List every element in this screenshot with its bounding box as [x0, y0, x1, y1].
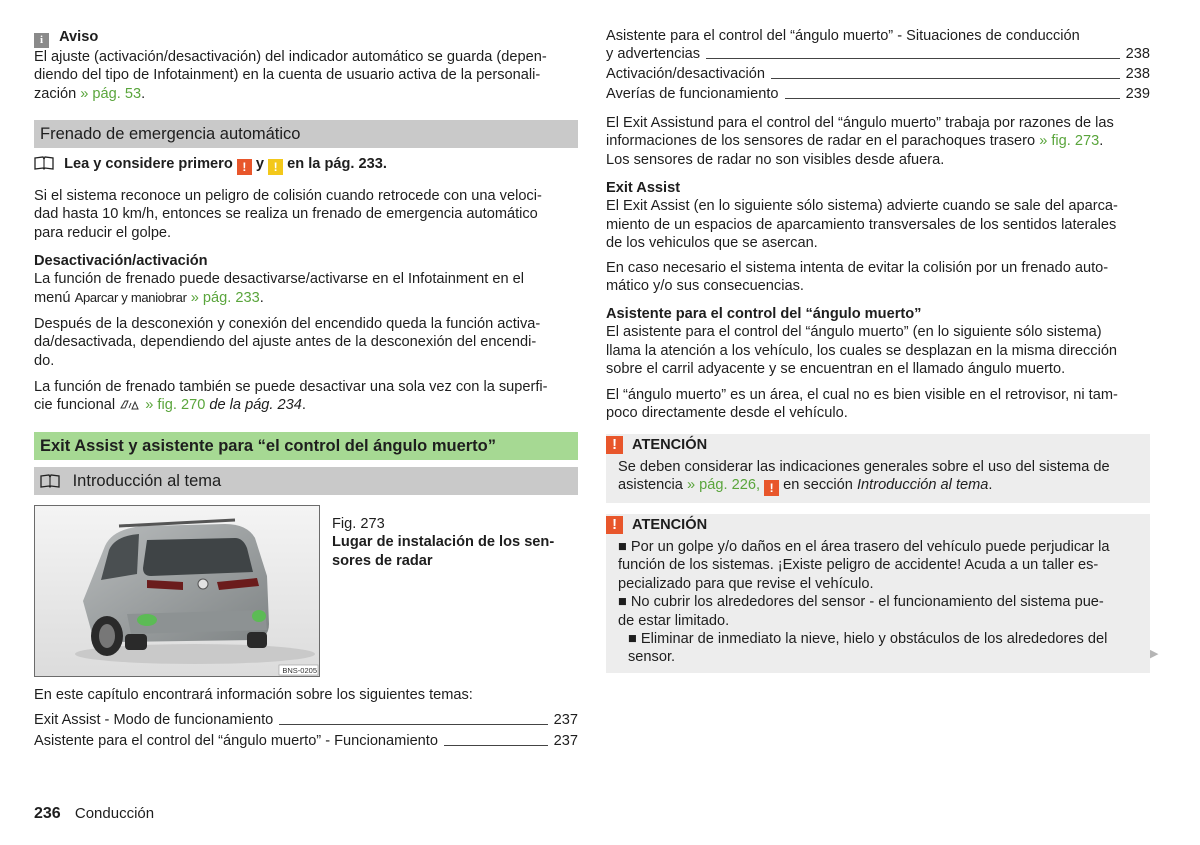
aviso-text-1: El ajuste (activación/desactivación) del indicador automático se guarda (depen- [34, 49, 547, 65]
figure-273-image [34, 505, 320, 677]
book-icon [34, 156, 54, 170]
p4-line: La función de frenado también se puede desactivar una sola vez con la superfi- [34, 379, 548, 395]
toc-page: 238 [1125, 45, 1150, 62]
chapter-name: Conducción [74, 805, 155, 822]
deactivation-block [34, 252, 578, 307]
figure-caption [332, 515, 572, 570]
read-first-text: Lea y considere primero [64, 156, 233, 172]
toc-label: Asistente para el control del “ángulo muerto” - Situaciones de conducción [606, 28, 1080, 44]
toc-label: Averías de funcionamiento [606, 85, 779, 102]
warning-sub-bullet: ■ Eliminar de inmediato la nieve, hielo y obstáculos de los alrededores del [628, 631, 1108, 648]
section-ref: Introducción al tema [856, 477, 989, 494]
exit-assist-block [606, 179, 1150, 253]
info-icon: i [34, 33, 49, 48]
p3-line: Después de la desconexión y conexión del encendido queda la función activa- [34, 316, 541, 332]
paragraph-1 [606, 114, 1150, 169]
subheading: Desactivación/activación [34, 253, 208, 269]
subheading: Exit Assist [606, 180, 681, 196]
toc-leader [444, 745, 548, 746]
figure-link[interactable]: » fig. 273 [1039, 133, 1100, 150]
book-icon [40, 474, 60, 488]
figure-caption-line: sores de radar [332, 552, 433, 569]
p2-line: La función de frenado puede desactivarse/activarse en el Infotainment en el [34, 271, 525, 288]
p3-line: da/desactivada, dependiendo del ajuste antes de la desconexión del encendi- [34, 334, 537, 351]
paragraph-2 [606, 259, 1150, 296]
toc-item[interactable] [606, 44, 1150, 63]
toc-item[interactable] [34, 710, 578, 729]
p2-end: . [259, 289, 264, 306]
paragraph-1 [34, 187, 578, 242]
p1-line: para reducir el golpe. [34, 224, 172, 241]
exit-line: de los vehiculos que se asercan. [606, 235, 818, 252]
figure-caption-line: Lugar de instalación de los sen- [332, 534, 555, 551]
aviso-link[interactable]: » pág. 53 [80, 85, 142, 102]
page-footer [34, 805, 334, 823]
section-header-frenado [34, 120, 578, 148]
warning-sub-bullet: sensor. [628, 649, 676, 666]
p1-line: informaciones de los sensores de radar en el parachoques trasero [606, 133, 1036, 150]
p4-line: cie funcional [34, 397, 116, 414]
aviso-title: Aviso [59, 29, 99, 45]
p1-line: dad hasta 10 km/h, entonces se realiza un frenado de emergencia automático [34, 206, 538, 223]
aviso-end: . [141, 85, 146, 102]
continue-arrow-icon: ▶ [1150, 648, 1159, 660]
p1-line: El Exit Assistund para el control del “ángulo muerto” trabaja por razones de las [606, 115, 1114, 131]
warning-title: ATENCIÓN [632, 437, 708, 453]
warning-icon: ! [606, 516, 623, 534]
blind-line: llama la atención a los vehículo, los cuales se desplazan en la misma dirección [606, 342, 1118, 359]
toc-item[interactable] [34, 731, 578, 750]
p3-line: El “ángulo muerto” es un área, el cual no es bien visible en el retrovisor, ni tam- [606, 387, 1118, 403]
warning-box [606, 434, 1150, 503]
warning-line: asistencia [618, 477, 683, 494]
page-link[interactable]: » pág. 233 [190, 289, 260, 306]
warning-red-icon: ! [237, 159, 252, 175]
warning-icon: ! [606, 436, 623, 454]
warning-red-icon: ! [764, 480, 779, 496]
toc-page: 239 [1125, 85, 1150, 102]
warning-bullet: ■ No cubrir los alrededores del sensor - el funcionamiento del sistema pue- [618, 594, 1104, 611]
p3-line: do. [34, 352, 55, 369]
warning-bullet: pecializado para que revise el vehículo. [618, 575, 874, 592]
blind-spot-block [606, 305, 1150, 379]
toc-leader [706, 58, 1120, 59]
topics-intro: En este capítulo encontrará información sobre los siguientes temas: [34, 687, 473, 703]
blind-line: sobre el carril adyacente y se encuentran en el llamado ángulo muerto. [606, 361, 1066, 378]
intro-title: Introducción al tema [72, 472, 222, 490]
p3-line: poco directamente desde el vehículo. [606, 405, 848, 422]
section-title: Exit Assist y asistente para “el control del ángulo muerto” [40, 437, 497, 455]
section-header-exit-assist [34, 432, 578, 460]
aviso-note [34, 28, 578, 103]
warning-yellow-icon: ! [268, 159, 283, 175]
toc-page: 238 [1125, 65, 1150, 82]
toc-item[interactable] [606, 64, 1150, 83]
intro-header [34, 467, 578, 495]
warning-bullet: ■ Por un golpe y/o daños en el área trasero del vehículo puede perjudicar la [618, 539, 1110, 555]
warning-line: Se deben considerar las indicaciones generales sobre el uso del sistema de [618, 459, 1110, 475]
page-link[interactable]: » pág. 226, [686, 477, 761, 494]
aviso-text-2: diendo del tipo de Infotainment) en la cuenta de usuario activa de la personali- [34, 67, 541, 84]
parking-sensor-icon [119, 398, 141, 410]
read-first-line [34, 155, 578, 175]
toc-page: 237 [553, 732, 578, 749]
paragraph-3 [606, 386, 1150, 423]
p1-end: . [1099, 133, 1104, 150]
p2-line: menú [34, 289, 71, 306]
menu-name: Aparcar y maniobrar [74, 289, 187, 305]
read-and: y [255, 156, 265, 172]
p1-line: Si el sistema reconoce un peligro de colisión cuando retrocede con una veloci- [34, 188, 542, 204]
warning-line: en sección [783, 477, 853, 494]
toc-leader [771, 78, 1120, 79]
aviso-text-3: zación [34, 85, 77, 102]
toc-label: Exit Assist - Modo de funcionamiento [34, 711, 274, 728]
paragraph-3 [34, 315, 578, 370]
toc-label: y advertencias [606, 45, 701, 62]
p2-line: mático y/o sus consecuencias. [606, 278, 804, 295]
warning-box [606, 514, 1150, 673]
toc-item[interactable] [606, 84, 1150, 103]
figure-code: BNS-0205 [282, 666, 317, 675]
car-rear-illustration [35, 506, 319, 676]
p2-line: En caso necesario el sistema intenta de evitar la colisión por un frenado auto- [606, 260, 1109, 276]
read-post: en la pág. 233. [287, 156, 387, 172]
section-title: Frenado de emergencia automático [40, 125, 301, 143]
toc-leader [785, 98, 1120, 99]
subheading: Asistente para el control del “ángulo muerto” [606, 306, 922, 322]
exit-line: El Exit Assist (en lo siguiente sólo sistema) advierte cuando se sale del aparca- [606, 198, 1118, 215]
page-number: 236 [34, 805, 61, 822]
paragraph-4 [34, 378, 578, 415]
warning-bullet: función de los sistemas. ¡Existe peligro de accidente! Acuda a un taller es- [618, 557, 1099, 574]
warning-title: ATENCIÓN [632, 517, 708, 533]
blind-line: El asistente para el control del “ángulo muerto” (en lo siguiente sólo sistema) [606, 324, 1102, 341]
figure-ref: de la pág. 234 [209, 397, 302, 414]
toc-page: 237 [553, 711, 578, 728]
warning-end: . [988, 477, 993, 494]
toc-label: Asistente para el control del “ángulo muerto” - Funcionamiento [34, 732, 438, 749]
p1-line: Los sensores de radar no son visibles desde afuera. [606, 151, 945, 168]
toc-leader [279, 724, 547, 725]
figure-link[interactable]: » fig. 270 [145, 397, 206, 414]
figure-label: Fig. 273 [332, 516, 385, 532]
toc-label: Activación/desactivación [606, 65, 765, 82]
exit-line: miento de un espacios de aparcamiento transversales de los sentidos laterales [606, 216, 1117, 233]
p4-end: . [301, 397, 306, 414]
warning-bullet: de estar limitado. [618, 612, 730, 629]
